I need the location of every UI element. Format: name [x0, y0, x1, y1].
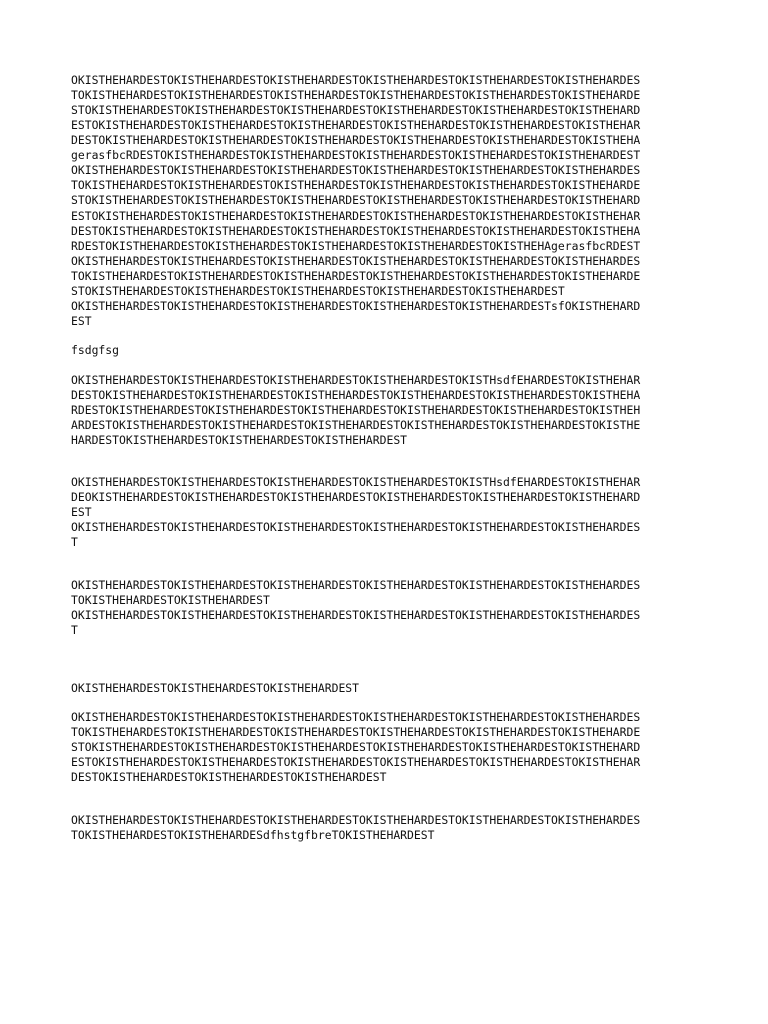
text-line: OKISTHEHARDESTOKISTHEHARDESTOKISTHEHARDESTOKISTHEHARDESTOKISTHEHARDESTOKISTHEHARDES — [71, 608, 641, 622]
text-line: OKISTHEHARDESTOKISTHEHARDESTOKISTHEHARDESTOKISTHEHARDESTOKISTHEHARDESTOKISTHEHARDES — [71, 813, 641, 827]
text-line: STOKISTHEHARDESTOKISTHEHARDESTOKISTHEHARDESTOKISTHEHARDESTOKISTHEHARDESTOKISTHEHARD — [71, 740, 641, 754]
text-line: DESTOKISTHEHARDESTOKISTHEHARDESTOKISTHEHARDEST — [71, 770, 387, 784]
text-line: STOKISTHEHARDESTOKISTHEHARDESTOKISTHEHARDESTOKISTHEHARDESTOKISTHEHARDESTOKISTHEHARD — [71, 103, 641, 117]
text-line: ESTOKISTHEHARDESTOKISTHEHARDESTOKISTHEHARDESTOKISTHEHARDESTOKISTHEHARDESTOKISTHEHAR — [71, 755, 641, 769]
text-line: OKISTHEHARDESTOKISTHEHARDESTOKISTHEHARDESTOKISTHEHARDESTOKISTHsdfEHARDESTOKISTHEHAR — [71, 373, 641, 387]
text-line: DESTOKISTHEHARDESTOKISTHEHARDESTOKISTHEHARDESTOKISTHEHARDESTOKISTHEHARDESTOKISTHEHA — [71, 388, 641, 402]
text-line: DEOKISTHEHARDESTOKISTHEHARDESTOKISTHEHARDESTOKISTHEHARDESTOKISTHEHARDESTOKISTHEHARD — [71, 490, 641, 504]
text-line: DESTOKISTHEHARDESTOKISTHEHARDESTOKISTHEHARDESTOKISTHEHARDESTOKISTHEHARDESTOKISTHEHA — [71, 133, 641, 147]
text-line: EST — [71, 314, 92, 328]
text-line: DESTOKISTHEHARDESTOKISTHEHARDESTOKISTHEHARDESTOKISTHEHARDESTOKISTHEHARDESTOKISTHEHA — [71, 224, 641, 238]
text-line: STOKISTHEHARDESTOKISTHEHARDESTOKISTHEHARDESTOKISTHEHARDESTOKISTHEHARDESTOKISTHEHARD — [71, 193, 641, 207]
text-line: OKISTHEHARDESTOKISTHEHARDESTOKISTHEHARDESTOKISTHEHARDESTOKISTHEHARDESTOKISTHEHARDES — [71, 73, 641, 87]
text-line: T — [71, 535, 78, 549]
text-line: OKISTHEHARDESTOKISTHEHARDESTOKISTHEHARDESTOKISTHEHARDESTOKISTHEHARDESTsfOKISTHEHARD — [71, 299, 641, 313]
text-line: gerasfbcRDESTOKISTHEHARDESTOKISTHEHARDESTOKISTHEHARDESTOKISTHEHARDESTOKISTHEHARDEST — [71, 148, 641, 162]
text-line: OKISTHEHARDESTOKISTHEHARDESTOKISTHEHARDESTOKISTHEHARDESTOKISTHEHARDESTOKISTHEHARDES — [71, 520, 641, 534]
text-line: HARDESTOKISTHEHARDESTOKISTHEHARDESTOKISTHEHARDEST — [71, 433, 408, 447]
text-line: OKISTHEHARDESTOKISTHEHARDESTOKISTHEHARDESTOKISTHEHARDESTOKISTHEHARDESTOKISTHEHARDES — [71, 163, 641, 177]
text-line: T — [71, 623, 78, 637]
text-line: RDESTOKISTHEHARDESTOKISTHEHARDESTOKISTHEHARDESTOKISTHEHARDESTOKISTHEHAgerasfbcRDEST — [71, 239, 641, 253]
text-line: OKISTHEHARDESTOKISTHEHARDESTOKISTHEHARDESTOKISTHEHARDESTOKISTHEHARDESTOKISTHEHARDES — [71, 254, 641, 268]
text-line: OKISTHEHARDESTOKISTHEHARDESTOKISTHEHARDEST — [71, 681, 360, 695]
text-line: TOKISTHEHARDESTOKISTHEHARDESTOKISTHEHARDESTOKISTHEHARDESTOKISTHEHARDESTOKISTHEHARDE — [71, 178, 641, 192]
text-line: fsdgfsg — [71, 343, 120, 357]
text-line: ESTOKISTHEHARDESTOKISTHEHARDESTOKISTHEHARDESTOKISTHEHARDESTOKISTHEHARDESTOKISTHEHAR — [71, 118, 641, 132]
text-line: TOKISTHEHARDESTOKISTHEHARDESTOKISTHEHARDESTOKISTHEHARDESTOKISTHEHARDESTOKISTHEHARDE — [71, 269, 641, 283]
text-line: RDESTOKISTHEHARDESTOKISTHEHARDESTOKISTHEHARDESTOKISTHEHARDESTOKISTHEHARDESTOKISTHEH — [71, 403, 641, 417]
text-line: STOKISTHEHARDESTOKISTHEHARDESTOKISTHEHARDESTOKISTHEHARDESTOKISTHEHARDEST — [71, 284, 565, 298]
text-line: ESTOKISTHEHARDESTOKISTHEHARDESTOKISTHEHARDESTOKISTHEHARDESTOKISTHEHARDESTOKISTHEHAR — [71, 209, 641, 223]
text-line: TOKISTHEHARDESTOKISTHEHARDESTOKISTHEHARDESTOKISTHEHARDESTOKISTHEHARDESTOKISTHEHARDE — [71, 88, 641, 102]
text-line: EST — [71, 505, 92, 519]
text-line: TOKISTHEHARDESTOKISTHEHARDESdfhstgfbreTOKISTHEHARDEST — [71, 828, 435, 842]
text-line: OKISTHEHARDESTOKISTHEHARDESTOKISTHEHARDESTOKISTHEHARDESTOKISTHEHARDESTOKISTHEHARDES — [71, 710, 641, 724]
text-line: OKISTHEHARDESTOKISTHEHARDESTOKISTHEHARDESTOKISTHEHARDESTOKISTHEHARDESTOKISTHEHARDES — [71, 578, 641, 592]
text-line: TOKISTHEHARDESTOKISTHEHARDEST — [71, 593, 270, 607]
text-line: OKISTHEHARDESTOKISTHEHARDESTOKISTHEHARDESTOKISTHEHARDESTOKISTHsdfEHARDESTOKISTHEHAR — [71, 475, 641, 489]
text-line: ARDESTOKISTHEHARDESTOKISTHEHARDESTOKISTHEHARDESTOKISTHEHARDESTOKISTHEHARDESTOKISTHE — [71, 418, 641, 432]
text-line: TOKISTHEHARDESTOKISTHEHARDESTOKISTHEHARDESTOKISTHEHARDESTOKISTHEHARDESTOKISTHEHARDE — [71, 725, 641, 739]
